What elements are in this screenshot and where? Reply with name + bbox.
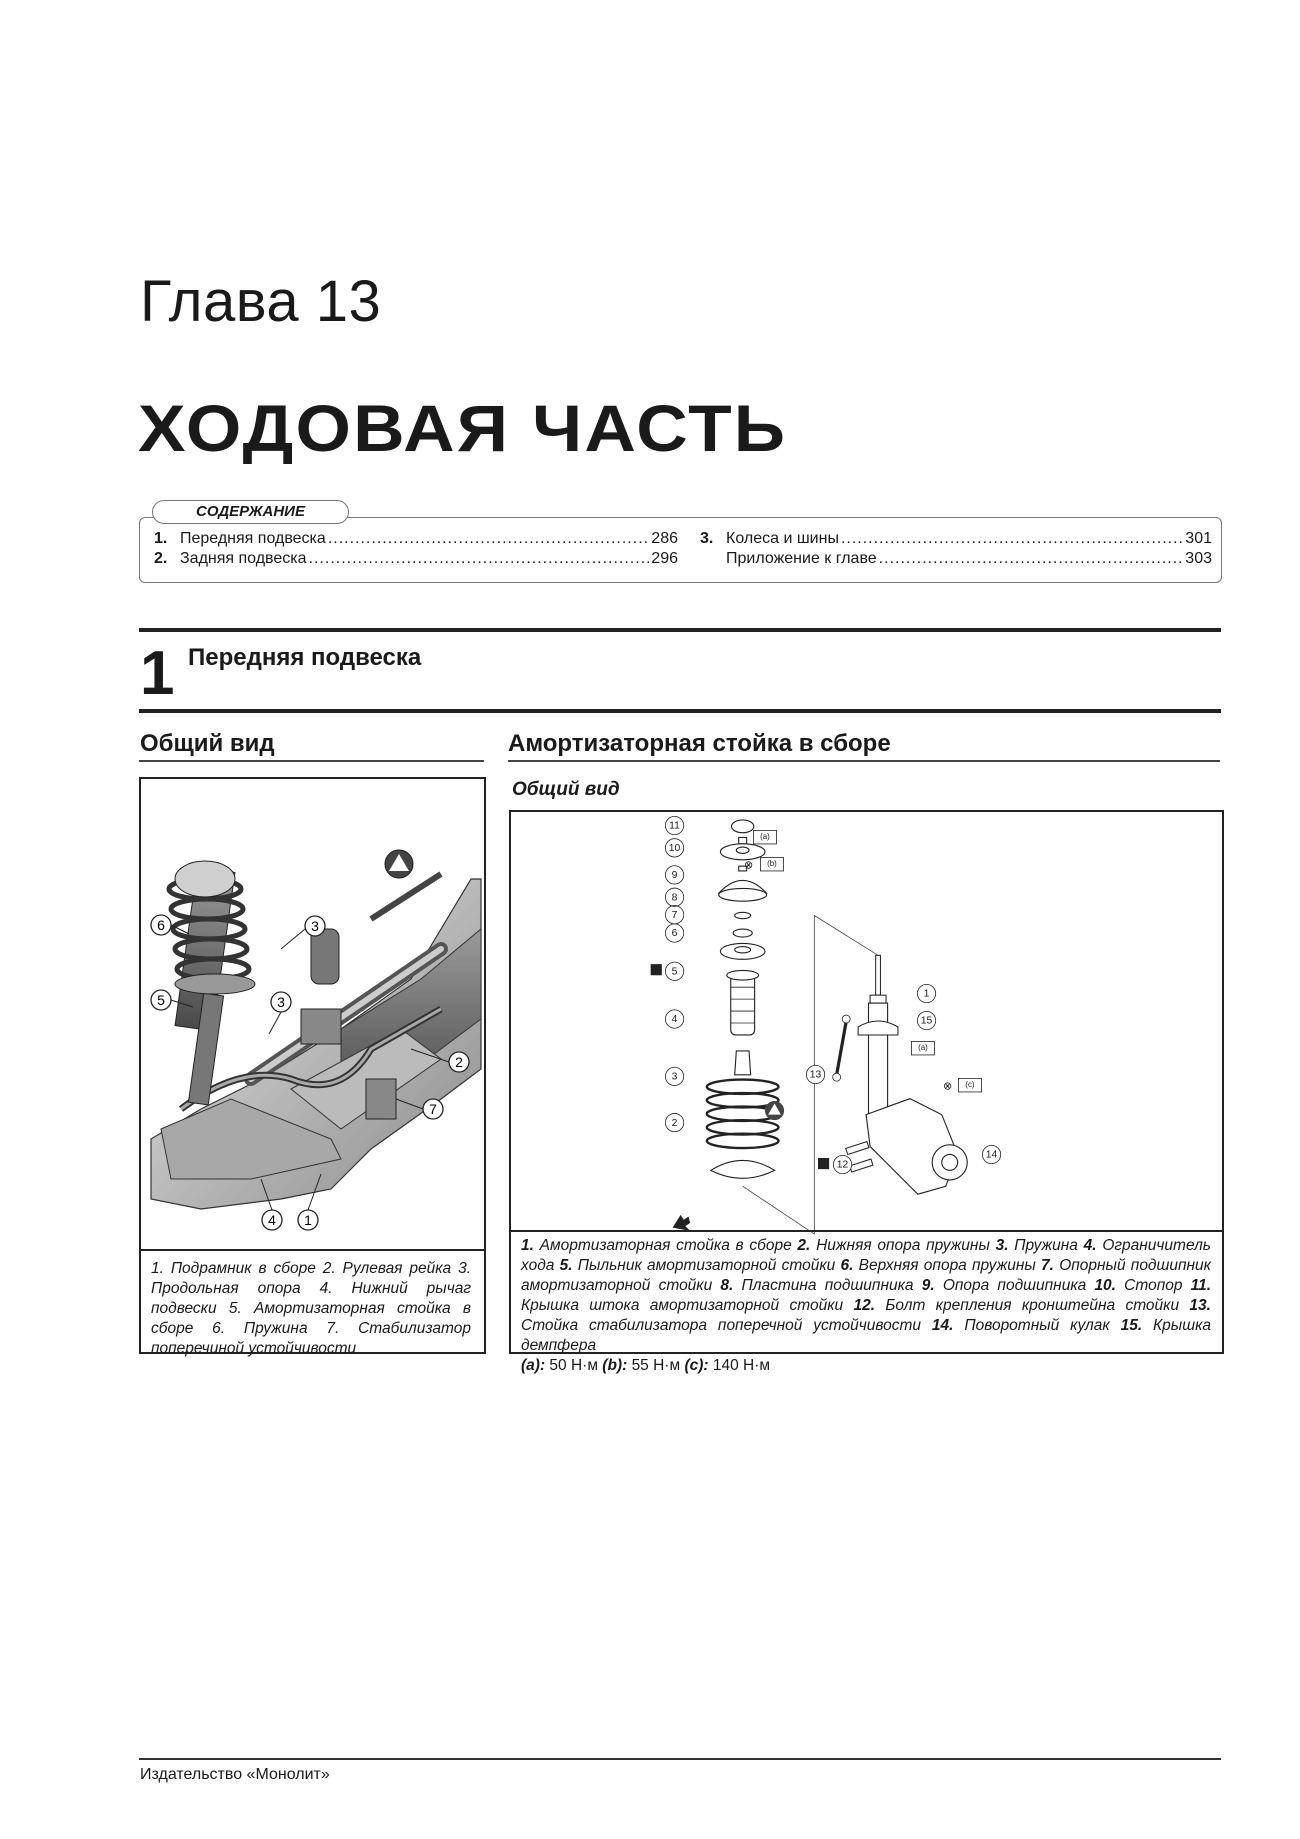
caption-item-text: Опорный подшипник амортизаторной стойки	[521, 1257, 1211, 1294]
non-reusable-icon: ⊗	[942, 1078, 952, 1092]
strut-exploded-diagram	[511, 812, 1222, 1242]
callout-7: 7	[665, 905, 684, 924]
footer-rule	[139, 1758, 1221, 1760]
callout-2	[449, 1052, 469, 1072]
caption-item-num: 14.	[931, 1317, 954, 1334]
torque-tag: (b)	[760, 857, 784, 871]
callout-4	[262, 1210, 282, 1230]
callout-3-mid	[271, 992, 291, 1012]
svg-text:5: 5	[157, 992, 165, 1008]
callout-10: 10	[665, 838, 684, 857]
left-figure-box	[139, 777, 486, 1357]
toc-item-label: Передняя подвеска	[180, 530, 326, 547]
toc-item-page: 286	[651, 530, 678, 547]
toc-item-page: 296	[651, 550, 678, 567]
callout-12: 12	[833, 1155, 852, 1174]
left-panel-heading: Общий вид	[140, 730, 275, 757]
caption-item-num: 13.	[1189, 1297, 1211, 1314]
right-panel-subheading: Общий вид	[512, 779, 620, 800]
callout-5	[151, 990, 171, 1010]
torque-tag: (a)	[911, 1041, 935, 1055]
svg-text:2: 2	[455, 1054, 463, 1070]
callout-14: 14	[982, 1145, 1001, 1164]
svg-text:4: 4	[268, 1212, 276, 1228]
section-title: Передняя подвеска	[188, 644, 422, 671]
torque-tag: (a)	[753, 830, 777, 844]
right-figure-caption	[521, 1236, 1211, 1376]
callout-7	[423, 1099, 443, 1119]
toc-item-num: 1.	[154, 530, 168, 547]
toc-leader-dots	[328, 529, 649, 549]
callout-15: 15	[917, 1011, 936, 1030]
caption-item-num: 12.	[853, 1297, 876, 1314]
lubricate-icon	[650, 964, 661, 975]
toc-heading: СОДЕРЖАНИЕ	[152, 500, 349, 524]
left-heading-rule	[139, 760, 484, 762]
callout-1: 1	[917, 984, 936, 1003]
callout-6: 6	[665, 923, 684, 942]
left-figure-caption: 1. Подрамник в сборе 2. Рулевая рейка 3. Продольная опора 4. Нижний рычаг подвески 5. Амортизаторная стойка в сборе 6. Пружина 7. Стабилизатор поперечиной устойчивости	[151, 1260, 471, 1357]
toc-item[interactable]	[700, 529, 1212, 549]
callout-3: 3	[665, 1067, 684, 1086]
toc-item-num: 3.	[700, 530, 714, 547]
callout-11: 11	[665, 816, 684, 835]
callout-1	[298, 1210, 318, 1230]
torque-value: 140 Н·м	[712, 1357, 771, 1374]
caption-item-num: 5.	[559, 1257, 573, 1274]
callout-2: 2	[665, 1113, 684, 1132]
torque-key: (c):	[684, 1357, 709, 1374]
svg-text:7: 7	[429, 1101, 437, 1117]
right-panel-heading: Амортизаторная стойка в сборе	[508, 730, 891, 757]
footer-publisher: Издательство «Монолит»	[140, 1766, 330, 1783]
toc-item-label: Приложение к главе	[726, 550, 877, 567]
chapter-label: Глава 13	[140, 269, 382, 334]
toc-item[interactable]	[700, 549, 1212, 569]
caption-item-text: Опора подшипника	[942, 1277, 1087, 1294]
caption-item-text: Пластина подшипника	[741, 1277, 914, 1294]
section-rule-top	[139, 628, 1221, 632]
callout-3-top	[305, 916, 325, 936]
caption-item-num: 3.	[995, 1237, 1009, 1254]
caption-item-text: Поворотный кулак	[964, 1317, 1110, 1334]
caption-item-text: Болт крепления кронштейна стойки	[885, 1297, 1180, 1314]
svg-text:6: 6	[157, 917, 165, 933]
torque-value: 55 Н·м	[631, 1357, 681, 1374]
toc-item-label: Задняя подвеска	[180, 550, 307, 567]
caption-item-num: 10.	[1094, 1277, 1116, 1294]
toc-item[interactable]	[154, 549, 678, 569]
caption-item-num: 4.	[1083, 1237, 1097, 1254]
caption-item-num: 9.	[921, 1277, 935, 1294]
section-rule-bottom	[139, 709, 1221, 713]
toc-item-label: Колеса и шины	[726, 530, 839, 547]
caption-item-text: Амортизаторная стойка в сборе	[539, 1237, 792, 1254]
caption-item-text: Верхняя опора пружины	[858, 1257, 1036, 1274]
lubricate-icon	[818, 1158, 829, 1169]
section-number: 1	[140, 639, 175, 708]
toc-leader-dots	[879, 549, 1184, 569]
svg-text:3: 3	[311, 918, 319, 934]
toc-leader-dots	[841, 529, 1183, 549]
caption-item-text: Ограничитель хода	[521, 1237, 1211, 1274]
toc-item[interactable]	[154, 529, 678, 549]
caption-item-text: Стойка стабилизатора поперечной устойчивости	[521, 1317, 922, 1334]
svg-text:1: 1	[304, 1212, 312, 1228]
callout-5: 5	[665, 962, 684, 981]
chapter-title: ХОДОВАЯ ЧАСТЬ	[138, 391, 788, 465]
torque-tag: (c)	[958, 1078, 982, 1092]
toc-item-page: 301	[1185, 530, 1212, 547]
callout-13: 13	[806, 1065, 825, 1084]
right-heading-rule	[508, 760, 1220, 762]
caption-item-num: 8.	[720, 1277, 734, 1294]
toc-item-page: 303	[1185, 550, 1212, 567]
torque-key: (a):	[521, 1357, 546, 1374]
caption-item-text: Нижняя опора пружины	[816, 1237, 990, 1254]
caption-item-num: 11.	[1190, 1277, 1212, 1294]
caption-item-text: Пружина	[1014, 1237, 1078, 1254]
caption-item-num: 15.	[1120, 1317, 1143, 1334]
toc-leader-dots	[309, 549, 650, 569]
callout-9: 9	[665, 865, 684, 884]
caption-item-text: Пыльник амортизаторной стойки	[577, 1257, 836, 1274]
caption-item-num: 2.	[797, 1237, 811, 1254]
callout-8: 8	[665, 888, 684, 907]
caption-divider	[511, 1230, 1222, 1232]
caption-item-num: 7.	[1041, 1257, 1054, 1274]
callout-4: 4	[665, 1009, 684, 1028]
right-figure-box	[509, 810, 1224, 1374]
toc-box	[139, 517, 1222, 583]
toc-item-num: 2.	[154, 550, 168, 567]
torque-value: 50 Н·м	[549, 1357, 598, 1374]
callout-6	[151, 915, 171, 935]
caption-item-text: Стопор	[1124, 1277, 1183, 1294]
caption-item-num: 1.	[521, 1237, 534, 1254]
non-reusable-icon: ⊗	[744, 858, 754, 871]
caption-item-num: 6.	[840, 1257, 854, 1274]
svg-text:3: 3	[277, 994, 285, 1010]
torque-key: (b):	[602, 1357, 628, 1374]
caption-item-text: Крышка штока амортизаторной стойки	[521, 1297, 844, 1314]
caption-item-text: Крышка демпфера	[521, 1317, 1212, 1354]
